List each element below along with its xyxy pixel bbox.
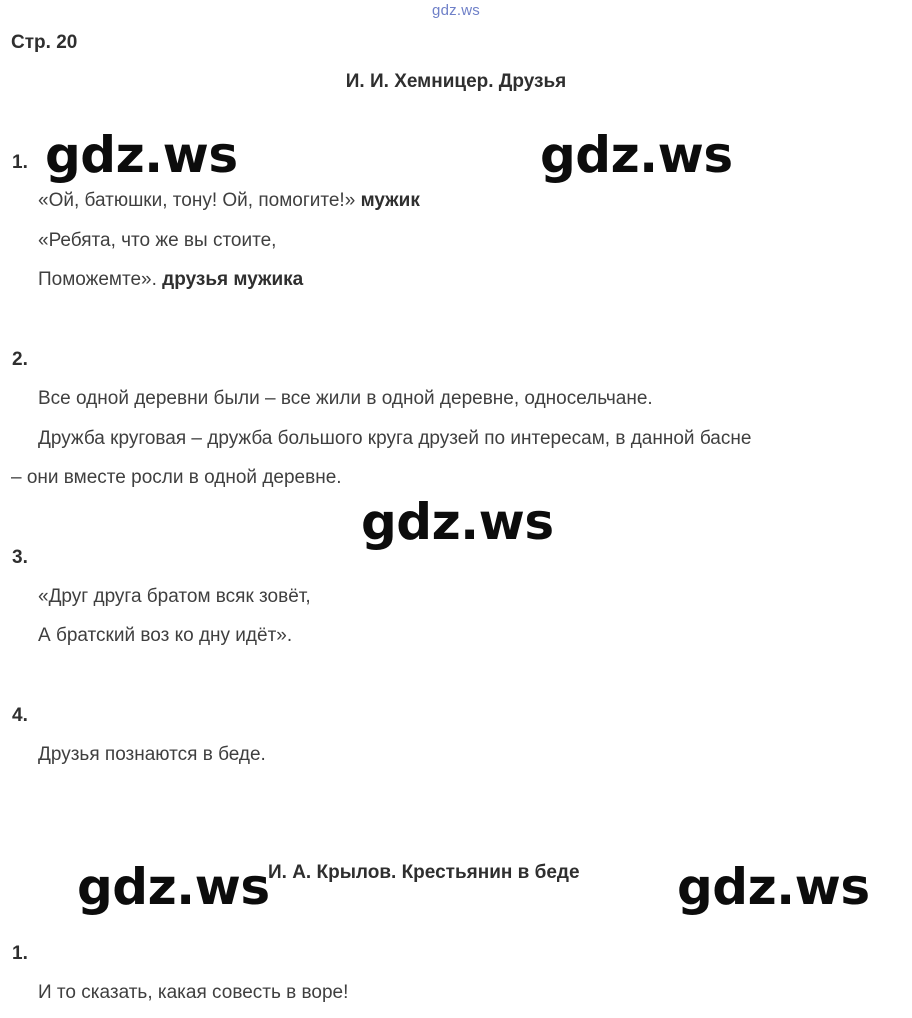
- quote-text: «Ой, батюшки, тону! Ой, помогите!»: [38, 190, 356, 211]
- watermark-logo: gdz.ws: [77, 858, 270, 916]
- watermark-logo: gdz.ws: [677, 858, 870, 916]
- answer-line: [38, 190, 420, 212]
- answer-line: «Ребята, что же вы стоите,: [38, 230, 277, 251]
- answer-line: [38, 269, 303, 291]
- answer-line: Друзья познаются в беде.: [38, 744, 266, 765]
- answer-line: – они вместе росли в одной деревне.: [11, 467, 342, 488]
- speaker-label: мужик: [360, 190, 420, 211]
- watermark-logo: gdz.ws: [540, 126, 733, 184]
- page-label: Стр. 20: [11, 32, 78, 53]
- question-number-1: 1.: [12, 152, 28, 173]
- watermark-logo: gdz.ws: [361, 493, 554, 551]
- quote-text: Поможемте».: [38, 269, 157, 290]
- answer-line: Все одной деревни были – все жили в одной деревне, односельчане.: [38, 388, 653, 409]
- speaker-label: друзья мужика: [162, 269, 304, 290]
- question-number-3: 3.: [12, 547, 28, 568]
- answer-line: А братский воз ко дну идёт».: [38, 625, 293, 646]
- question-number-2: 2.: [12, 349, 28, 370]
- answer-line: И то сказать, какая совесть в воре!: [38, 982, 349, 1003]
- answer-line: Дружба круговая – дружба большого круга друзей по интересам, в данной басне: [38, 428, 752, 449]
- top-watermark: gdz.ws: [432, 2, 480, 19]
- watermark-logo: gdz.ws: [45, 126, 238, 184]
- answer-line: «Друг друга братом всяк зовёт,: [38, 586, 311, 607]
- section-title-hemnitser: И. И. Хемницер. Друзья: [345, 71, 567, 92]
- section-title-krylov: И. А. Крылов. Крестьянин в беде: [268, 862, 580, 883]
- question-number-1: 1.: [12, 943, 28, 964]
- question-number-4: 4.: [12, 705, 28, 726]
